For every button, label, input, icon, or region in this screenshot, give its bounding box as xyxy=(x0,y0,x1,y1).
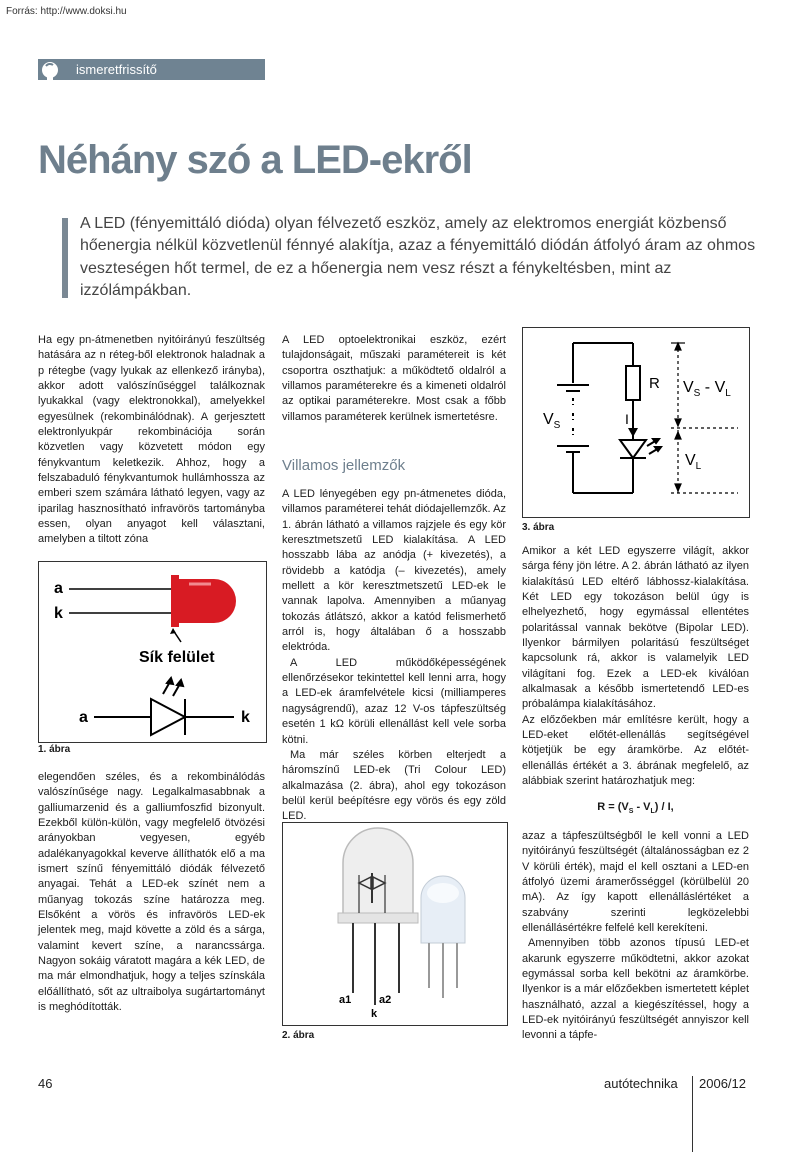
fig1-caption: 1. ábra xyxy=(38,744,71,755)
section-bar xyxy=(38,59,265,80)
paragraph: A LED működőképességének ellenőrzésekor tekintettel kell lenni arra, hogy a LED-ek áramfelvétele kicsi (milliamperes nagyságrendű), azaz 12 V-os tápfeszültség esetén 1 kΩ körüli ellenállást kell vele sorba kötni. xyxy=(282,656,506,746)
figure-1 xyxy=(38,561,267,743)
fig3-label-r: R xyxy=(649,375,660,392)
paragraph: elegendően széles, és a rekombinálódás valószínűsége nagy. Legalkalmasabbnak a galliumarzenid és a galliumfoszfid bizonyult. Ezekből külön-külön, vagy megfelelő ötvözési arányokban vegyesen, egyéb adalékanyagokkal keverve állíthatók elő a ma ismert színű fényemittáló diódák félvezető anyagai. Tehát a LED-ek színét nem a műanyag tokozás színe határozza meg. Elsőként a vörös és infravörös LED-ek jelentek meg, majd követte a zöld és a sárga, valamint kevert színe, a narancssárga. Nagyon sokáig váratott magára a kék LED, de ma már elmondhatjuk, hogy a teljes színskála előállítható, sőt az ultraibolya sugártartományt is meghódították. xyxy=(38,771,265,1014)
fig2-caption: 2. ábra xyxy=(282,1030,315,1041)
photo-led xyxy=(421,876,465,998)
col1-bottom-text xyxy=(38,770,265,1016)
fig3-label-vl: $V_L$ xyxy=(685,452,702,472)
paragraph: Az előzőekben már említésre került, hogy a LED-eket előtét-ellenállás segítségével kötjetjük be egy áramkörbe. Az előtét-ellenállás értékét a 3. ábrának megfelelő, az alábbiak szerint határozhatjuk meg: xyxy=(522,713,749,788)
subheading: Villamos jellemzők xyxy=(282,457,406,474)
source-line: Forrás: http://www.doksi.hu xyxy=(6,6,127,17)
led-symbol xyxy=(94,678,234,735)
voltage-markers xyxy=(671,343,738,493)
fig1-label-a: a xyxy=(54,580,63,597)
magazine-name: autótechnika xyxy=(604,1076,678,1091)
fig3-label-i: I xyxy=(625,411,629,427)
fig2-label-a1: a1 xyxy=(339,994,352,1006)
paragraph: Amennyiben több azonos típusú LED-et akarunk egyszerre működtetni, akkor azokat egymással sorba kell bekötni az áramkörbe. Ilyenkor is a már előzőekben ismertetett képlet használható, azzal a kiegészítéssel, hogy a LED-ek nyitóirányú feszültségét annyiszor kell levonni a tápfe- xyxy=(522,937,749,1042)
fig1-label-k: k xyxy=(54,605,63,622)
fig1-sym-a: a xyxy=(79,709,88,726)
page-number: 46 xyxy=(38,1076,53,1091)
article-title: Néhány szó a LED-ekről xyxy=(38,138,472,182)
current-arrow xyxy=(628,428,638,437)
fig3-label-vs: $V_S$ xyxy=(543,411,561,431)
led-body xyxy=(171,575,236,627)
resistor-formula: $R = (V_S - V_L) / I$, xyxy=(597,801,674,816)
paragraph: Ha egy pn-átmenetben nyitóirányú feszültség hatására az n réteg-ből elektronok haladnak a p rétegbe (vagy lyukak az ellenkező irányba), akkor adott valószínűséggel találkoznak lyukakkal (vagy elektronokkal), amelyekkel egyesülnek (rekombinálódnak). A gerjesztett elektronlyukpár rekombinációja során közvetlen vagy közvetett módon egy fénykvantum keletkezik. Ahhoz, hogy a felszabaduló fénykvantumok hullámhossza az emberi szem számára látható legyen, vagy az iparilag hasznosítható infravörös tartományba essen, olyan anyagot kell választani, amelyben a tiltott zóna xyxy=(38,334,265,546)
bulb-icon xyxy=(38,59,64,80)
paragraph: azaz a tápfeszültségből le kell vonni a LED nyitóirányú feszültségét (általánosságban ez 2 V körüli érték), majd el kell osztani a LED-en átfolyó üzemi áramerősséggel (körülbelül 20 mA). Az így kapott ellenálláslértéket a szabvány szerinti legközelebbi ellenállásértékre felfelé kell kerekíteni. xyxy=(522,830,749,935)
paragraph: A LED lényegében egy pn-átmenetes dióda, villamos paraméterei tehát diódajellemzők. Az 1. ábrán látható a villamos rajzjele és egy kör keresztmetszetű LED kialakítása. A LED hosszabb lába az anódja (+ kivezetés), a rövidebb a katódja (– kivezetés), amely mellett a kör keresztmetszetű LED-ek le vannak lapolva. Amennyiben a műanyag tokozás átlátszó, akkor a katód felismerhető arról is, hogy általában ő a hosszabb elektróda. xyxy=(282,488,506,654)
fig3-label-vdrop: $V_S - V_L$ xyxy=(683,379,731,399)
lead-bar xyxy=(62,218,68,298)
col3-body-text xyxy=(522,544,749,790)
paragraph: Amikor a két LED egyszerre világít, akkor sárga fény jön létre. A 2. ábrán látható az ilyen kialakítású LED eltérő lábhossz-kialakítása. Két LED egy tokozáson belül úgy is elhelyezhető, hogy egymással ellentétes polaritással vannak bekötve (Bipolar LED). Ilyenkor bármilyen polaritású feszültséget kapcsolunk rá, akkor is valamelyik LED világítani fog. Ezek a LED-ek kiválóan alkalmasak a később ismertetendő LED-es próbalámpa kialakításához. xyxy=(522,545,749,711)
fig3-caption: 3. ábra xyxy=(522,522,555,533)
paragraph: A LED optoelektronikai eszköz, ezért tulajdonságait, műszaki paramétereit is két csoportra oszthatjuk: a működtető oldalról a villamos paraméterekre és a kimeneti oldalról az optikai paraméterekre. Most csak a főbb villamos paraméterek kerülnek ismertetésre. xyxy=(282,334,506,423)
col2-top-text xyxy=(282,333,506,425)
fig2-label-k: k xyxy=(371,1008,378,1020)
col2-body-text xyxy=(282,487,506,825)
paragraph: Ma már széles körben elterjedt a háromszínű LED-ek (Tri Colour LED) alkalmazása (2. ábra), ahol egy tokozáson belül kerül beépítésre egy vörös és egy zöld LED. xyxy=(282,748,506,823)
lead-paragraph: A LED (fényemittáló dióda) olyan félvezető eszköz, amely az elektromos energiát közbenső hőenergia nélkül közvetlenül fénnyé alakítja, azaz a fényemittáló diódán átfolyó áram az ohmos veszteségen hőt termel, de ez a hőenergia nem vesz részt a fénykeltésben, mint az izzólámpákban. xyxy=(80,215,756,300)
col3-bottom-text xyxy=(522,829,749,1044)
fig1-sym-k: k xyxy=(241,709,250,726)
issue-number: 2006/12 xyxy=(699,1076,746,1091)
tricolour-led-leads xyxy=(353,923,399,1005)
footer-divider xyxy=(692,1076,693,1152)
fig2-label-a2: a2 xyxy=(379,994,392,1006)
battery-symbol xyxy=(557,385,589,452)
fig3-led-symbol xyxy=(620,439,661,458)
circuit-wires xyxy=(573,343,633,493)
section-label: ismeretfrissítő xyxy=(76,62,157,77)
fig1-flat-label: Sík felület xyxy=(139,649,215,666)
tricolour-led-body xyxy=(338,828,418,923)
figure-2 xyxy=(282,822,508,1026)
figure-3 xyxy=(522,327,750,518)
resistor-symbol xyxy=(626,366,640,400)
col1-top-text xyxy=(38,333,265,548)
